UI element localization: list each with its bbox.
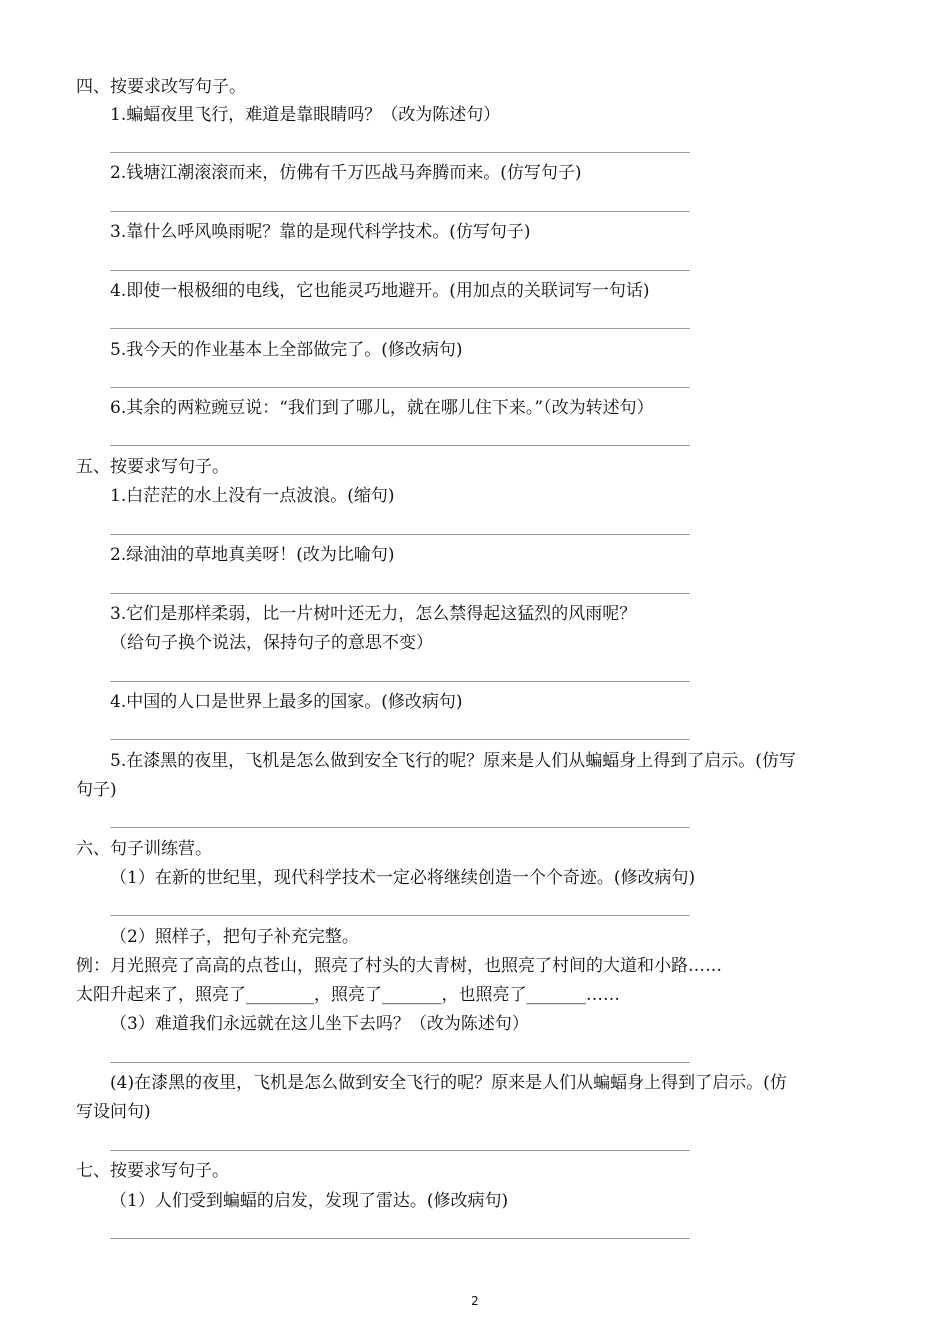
section-heading-6: 六、句子训练营。 xyxy=(76,839,212,859)
answer-line[interactable] xyxy=(110,1238,690,1239)
question-6-4-cont: 写设问句) xyxy=(76,1102,151,1122)
question-7-1: （1）人们受到蝙蝠的启发，发现了雷达。(修改病句) xyxy=(110,1191,509,1211)
answer-line[interactable] xyxy=(110,328,690,329)
question-5-4: 4.中国的人口是世界上最多的国家。(修改病句) xyxy=(110,692,463,712)
answer-line[interactable] xyxy=(110,1150,690,1151)
answer-line[interactable] xyxy=(110,270,690,271)
question-5-3: 3.它们是那样柔弱，比一片树叶还无力，怎么禁得起这猛烈的风雨呢？ xyxy=(110,604,637,624)
question-4-1: 1.蝙蝠夜里飞行，难道是靠眼睛吗？（改为陈述句） xyxy=(110,105,501,125)
answer-line[interactable] xyxy=(110,915,690,916)
answer-line[interactable] xyxy=(110,211,690,212)
answer-line[interactable] xyxy=(110,739,690,740)
answer-line[interactable] xyxy=(110,152,690,153)
answer-line[interactable] xyxy=(110,534,690,535)
question-5-2: 2.绿油油的草地真美呀！(改为比喻句) xyxy=(110,545,395,565)
page-number: 2 xyxy=(471,1294,479,1308)
question-5-3-note: （给句子换个说法，保持句子的意思不变） xyxy=(110,633,433,653)
question-5-1: 1.白茫茫的水上没有一点波浪。(缩句) xyxy=(110,486,395,506)
question-5-5-cont: 句子) xyxy=(76,780,117,800)
question-4-3: 3.靠什么呼风唤雨呢？靠的是现代科学技术。(仿写句子) xyxy=(110,222,531,242)
question-6-2-example: 例：月光照亮了高高的点苍山，照亮了村头的大青树，也照亮了村间的大道和小路…… xyxy=(76,956,722,976)
answer-line[interactable] xyxy=(110,681,690,682)
question-4-6: 6.其余的两粒豌豆说：“我们到了哪儿，就在哪儿住下来。”（改为转述句） xyxy=(110,398,654,418)
section-heading-4: 四、按要求改写句子。 xyxy=(76,77,246,97)
answer-line[interactable] xyxy=(110,593,690,594)
question-5-5: 5.在漆黑的夜里，飞机是怎么做到安全飞行的呢？原来是人们从蝙蝠身上得到了启示。(仿写 xyxy=(110,751,796,771)
answer-line[interactable] xyxy=(110,445,690,446)
section-heading-7: 七、按要求写句子。 xyxy=(76,1161,229,1181)
question-6-1: （1）在新的世纪里，现代科学技术一定必将继续创造一个个奇迹。(修改病句) xyxy=(110,868,696,888)
question-6-3: （3）难道我们永远就在这儿坐下去吗？（改为陈述句） xyxy=(110,1014,529,1034)
question-6-2: （2）照样子，把句子补充完整。 xyxy=(110,927,359,947)
question-6-2-fill[interactable]: 太阳升起来了，照亮了________，照亮了_______，也照亮了_______…… xyxy=(76,985,620,1005)
question-4-5: 5.我今天的作业基本上全部做完了。(修改病句) xyxy=(110,340,463,360)
answer-line[interactable] xyxy=(110,387,690,388)
answer-line[interactable] xyxy=(110,827,690,828)
section-heading-5: 五、按要求写句子。 xyxy=(76,457,229,477)
answer-line[interactable] xyxy=(110,1062,690,1063)
question-4-2: 2.钱塘江潮滚滚而来，仿佛有千万匹战马奔腾而来。(仿写句子) xyxy=(110,163,582,183)
question-4-4: 4.即使一根极细的电线，它也能灵巧地避开。(用加点的关联词写一句话) xyxy=(110,281,650,301)
question-6-4: (4)在漆黑的夜里，飞机是怎么做到安全飞行的呢？原来是人们从蝙蝠身上得到了启示。(仿 xyxy=(110,1073,787,1093)
